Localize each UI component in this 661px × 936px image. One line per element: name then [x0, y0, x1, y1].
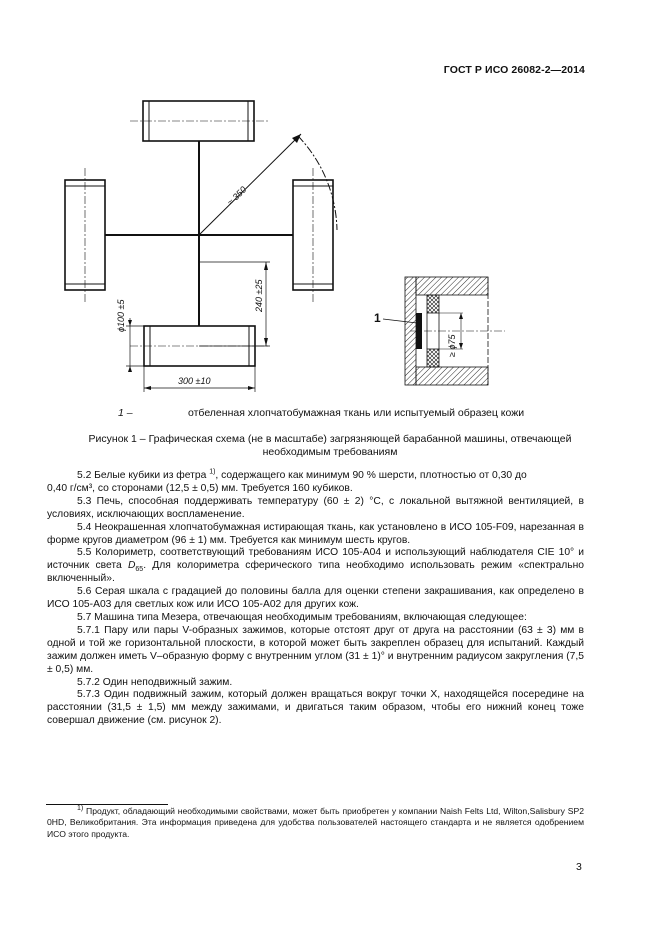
- paragraph-5-2: 5.2 Белые кубики из фетра $^{1)}$, содержащего как минимум 90 % шерсти, плотностью от 0,30 до: [77, 468, 527, 481]
- page-number: 3: [576, 861, 582, 873]
- callout-1: 1: [374, 311, 381, 325]
- paragraph-5-2-cont: 0,40 г/см³, со сторонами (12,5 ± 0,5) мм. Требуется 160 кубиков.: [47, 482, 353, 494]
- offset-label: 240 ±25: [254, 279, 264, 312]
- body-text: [47, 470, 584, 728]
- radius-label: ≈ 350: [225, 184, 249, 208]
- diameter-label: ϕ100 ±5: [116, 299, 126, 332]
- paragraph-5-6: 5.6 Серая шкала с градацией до половины балла для оценки степени закрашивания, как определено в ИСО 105-А03 для светлых кож или ИСО 105-А02 для других кож.: [47, 586, 584, 611]
- paragraph-5-7-1: 5.7.1 Пару или пары V-образных зажимов, которые отстоят друг от друга на расстоянии (63 ± 3) мм в одной и той же горизонтальной плоскости, в которой может быть закреплен образец для испытаний. Каждый зажим должен иметь V–образную форму с внутренним углом (31 ± 1)° и внутренним радиусом закругления (7,5 ± 0,5) мм.: [47, 624, 584, 675]
- figure-1-drawing: [0, 0, 661, 400]
- paragraph-5-5: 5.5 Колориметр, соответствующий требованиям ИСО 105-А04 и использующий наблюдателя CIE 10° и источник света $D_{65}$. Для колориметра сферического типа необходимо использовать режим «спектрально включенный».: [47, 547, 585, 585]
- clamp-detail: [374, 277, 505, 385]
- footnote-text: Продукт, обладающий необходимыми свойствами, может быть приобретен у компании Naish Felts Ltd, Wilton,Salisbury SP2 0HD, Великобритания. Эта информация приведена для удобства пользователей настоящего стандарта и не является одобрением ИСО этого продукта.: [47, 806, 584, 839]
- standard-header: ГОСТ Р ИСО 26082-2—2014: [443, 64, 585, 76]
- paragraph-5-7: 5.7 Машина типа Мезера, отвечающая необходимым требованиям, включающая следующее:: [77, 611, 527, 623]
- length-label: 300 ±10: [178, 376, 211, 386]
- legend-number: 1 –: [118, 407, 133, 419]
- figure-legend: [118, 407, 524, 419]
- paragraph-5-4: 5.4 Неокрашенная хлопчатобумажная истирающая ткань, как установлено в ИСО 105-F09, нарезанная в форме кругов диаметром (96 ± 1) мм. Требуется как минимум шесть кругов.: [47, 521, 584, 546]
- paragraph-5-7-2: 5.7.2 Один неподвижный зажим.: [77, 676, 233, 688]
- footnote-mark: 1): [77, 805, 84, 813]
- paragraph-5-7-3: 5.7.3 Один подвижный зажим, который должен вращаться вокруг точки Х, находящейся посередине на расстоянии (31,5 ± 1,5) мм между зажимами, и двигаться таким образом, чтобы его нижний конец тоже совершал движение (см. рисунок 2).: [47, 689, 584, 727]
- paragraph-5-3: 5.3 Печь, способная поддерживать температуру (60 ± 2) °С, с локальной вытяжной вентиляцией, в условиях, исключающих воспламенение.: [47, 495, 584, 520]
- legend-text: отбеленная хлопчатобумажная ткань или испытуемый образец кожи: [188, 407, 525, 419]
- figure-caption: Рисунок 1 – Графическая схема (не в масштабе) загрязняющей барабанной машины, отвечающей необходимым требованиям: [88, 433, 572, 458]
- holder-diameter-label: ≥ ϕ75: [447, 334, 457, 357]
- footnote: [47, 806, 584, 840]
- footnote-divider: [46, 804, 168, 805]
